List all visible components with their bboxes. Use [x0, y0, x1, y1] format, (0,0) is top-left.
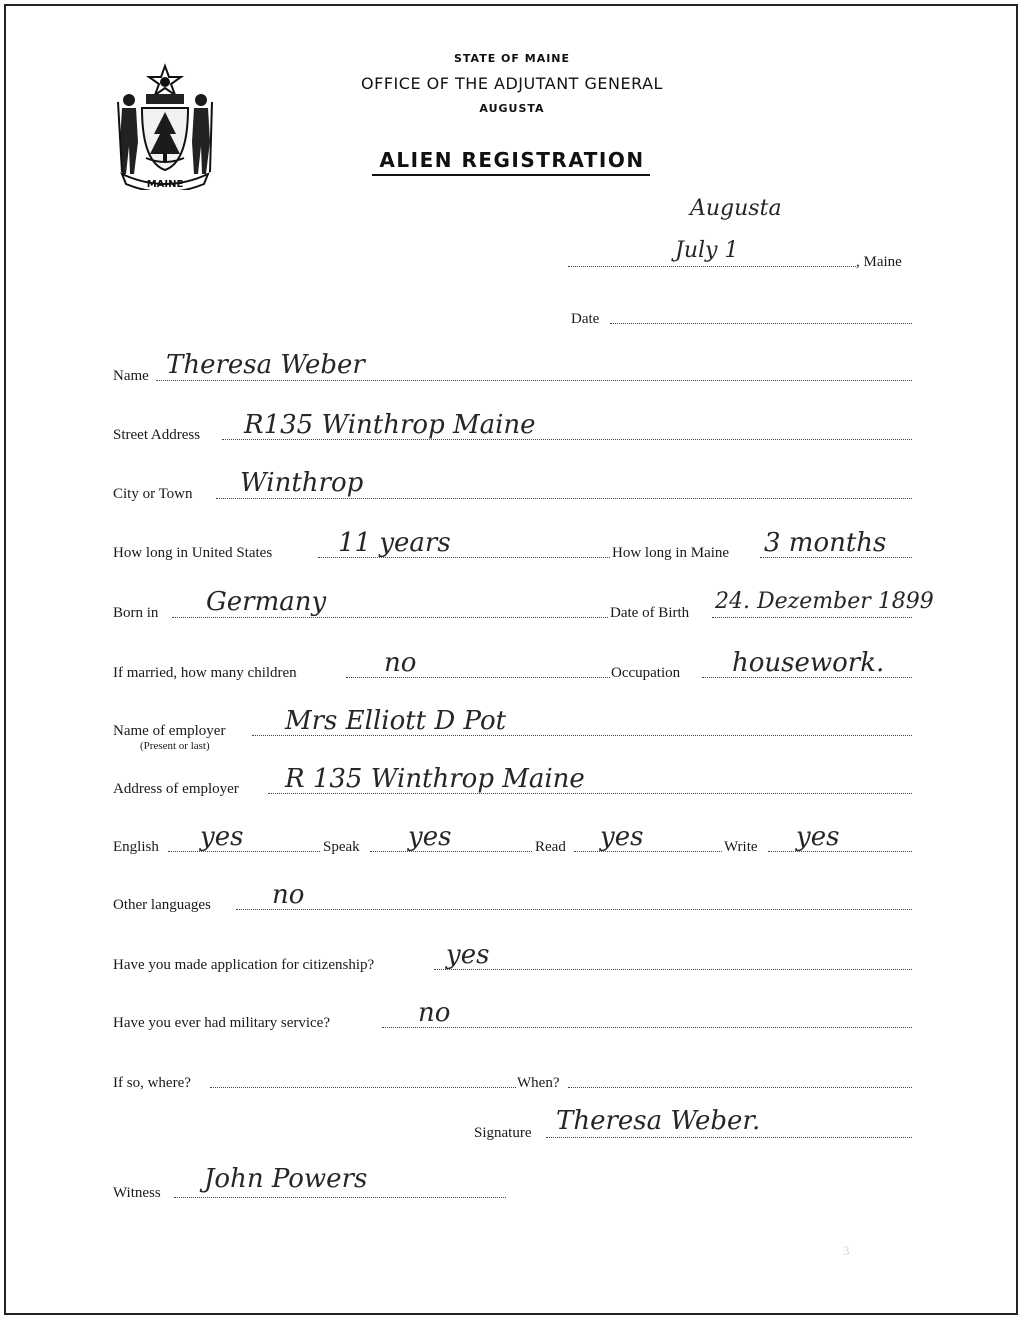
- form-title: ALIEN REGISTRATION: [379, 148, 645, 172]
- date-line: [610, 323, 912, 324]
- label-how-long-us: How long in United States: [113, 545, 273, 561]
- entry-speak: yes: [408, 822, 452, 852]
- header-city: AUGUSTA: [479, 102, 545, 115]
- entry-military: no: [418, 998, 451, 1028]
- entry-born-in: Germany: [206, 587, 327, 617]
- entry-occupation: housework.: [732, 648, 885, 678]
- label-occupation: Occupation: [611, 665, 681, 681]
- english-line: [168, 851, 320, 852]
- entry-write: yes: [796, 822, 840, 852]
- signature-line: [546, 1137, 912, 1138]
- born-in-line: [172, 617, 608, 618]
- city-or-town-line: [216, 498, 912, 499]
- label-city-or-town: City or Town: [113, 486, 193, 502]
- label-other-languages: Other languages: [113, 897, 211, 913]
- entry-read: yes: [600, 822, 644, 852]
- label-employer-name-sub: (Present or last): [140, 740, 210, 752]
- entry-street-address: R135 Winthrop Maine: [244, 410, 536, 440]
- label-date: Date: [571, 311, 600, 327]
- title-underline: [372, 174, 650, 176]
- witness-line: [174, 1197, 506, 1198]
- read-line: [574, 851, 722, 852]
- where-line: [210, 1087, 516, 1088]
- label-how-long-maine: How long in Maine: [612, 545, 730, 561]
- other-languages-line: [236, 909, 912, 910]
- date-of-birth-line: [712, 617, 912, 618]
- entry-date-of-birth: 24. Dezember 1899: [715, 589, 934, 614]
- label-street-address: Street Address: [113, 427, 201, 443]
- label-military: Have you ever had military service?: [113, 1015, 330, 1031]
- label-citizenship: Have you made application for citizenship?: [113, 957, 375, 973]
- military-line: [382, 1027, 912, 1028]
- label-write: Write: [724, 839, 758, 855]
- entry-employer-address: R 135 Winthrop Maine: [285, 764, 585, 794]
- place-line: [568, 266, 856, 267]
- header-office: OFFICE OF THE ADJUTANT GENERAL: [361, 74, 663, 93]
- entry-how-long-us: 11 years: [338, 528, 451, 558]
- label-employer-address: Address of employer: [113, 781, 239, 797]
- entry-citizenship: yes: [446, 940, 490, 970]
- entry-other-languages: no: [272, 880, 305, 910]
- citizenship-line: [434, 969, 912, 970]
- entry-how-long-maine: 3 months: [764, 528, 887, 558]
- entry-employer-name: Mrs Elliott D Pot: [285, 706, 507, 736]
- label-when: When?: [517, 1075, 560, 1091]
- margin-mark: 3: [843, 1243, 850, 1258]
- entry-name: Theresa Weber: [166, 350, 365, 380]
- entry-place: Augusta: [690, 196, 782, 221]
- name-line: [156, 380, 912, 381]
- label-read: Read: [535, 839, 566, 855]
- entry-witness: John Powers: [204, 1164, 368, 1194]
- label-witness: Witness: [113, 1185, 161, 1201]
- write-line: [768, 851, 912, 852]
- label-maine: , Maine: [856, 254, 902, 270]
- label-children: If married, how many children: [113, 665, 297, 681]
- label-english: English: [113, 839, 159, 855]
- entry-english: yes: [200, 822, 244, 852]
- entry-signature: Theresa Weber.: [556, 1106, 761, 1136]
- entry-city-or-town: Winthrop: [240, 468, 364, 498]
- label-speak: Speak: [323, 839, 360, 855]
- when-line: [568, 1087, 912, 1088]
- label-signature: Signature: [474, 1125, 532, 1141]
- label-name: Name: [113, 368, 149, 384]
- header-state: STATE OF MAINE: [453, 52, 571, 65]
- label-born-in: Born in: [113, 605, 159, 621]
- entry-children: no: [384, 648, 417, 678]
- speak-line: [370, 851, 532, 852]
- label-date-of-birth: Date of Birth: [610, 605, 690, 621]
- svg-text:MAINE: MAINE: [146, 179, 184, 190]
- label-employer-name: Name of employer: [113, 723, 226, 739]
- label-if-so-where: If so, where?: [113, 1075, 191, 1091]
- entry-place-date: July 1: [675, 238, 739, 263]
